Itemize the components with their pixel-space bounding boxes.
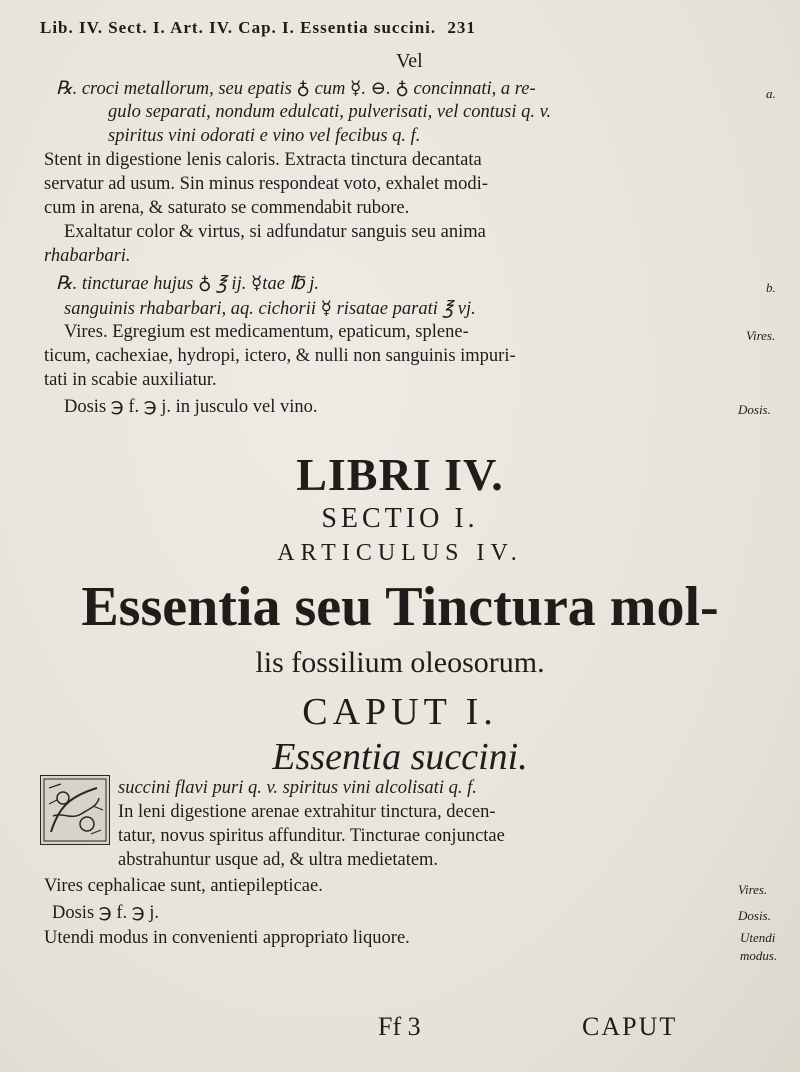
vires1-line2: ticum, cachexiae, hydropi, ictero, & nulli non sanguinis impuri- xyxy=(44,346,516,366)
text1-line2: servatur ad usum. Sin minus respondeat voto, exhalet modi- xyxy=(44,174,488,194)
recipe1-line3: spiritus vini odorati e vino vel fecibus q. f. xyxy=(108,126,421,146)
page-number: 231 xyxy=(447,18,476,37)
margin-note-a: a. xyxy=(766,86,776,101)
margin-note-vires2: Vires. xyxy=(738,882,768,897)
text1-line3: cum in arena, & saturato se commendabit rubore. xyxy=(44,198,410,218)
margin-note-b: b. xyxy=(766,280,776,295)
chapter-title-line1: Essentia seu Tinctura mol- xyxy=(81,576,719,638)
text1-line5: rhabarbari. xyxy=(44,246,131,266)
text1-line1: Stent in digestione lenis caloris. Extracta tinctura decantata xyxy=(44,150,482,170)
dosis2-line: Dosis ℈ f. ℈ j. xyxy=(52,903,160,923)
margin-note-utendi: Utendi xyxy=(740,930,776,945)
recipe2-line2: sanguinis rhabarbari, aq. cichorii ☿ risatae parati ℥ vj. xyxy=(64,299,476,319)
article-heading: ARTICULUS IV. xyxy=(277,540,523,566)
text1-line4: Exaltatur color & virtus, si adfundatur sanguis seu anima xyxy=(64,222,486,242)
recipe1-line2: gulo separati, nondum edulcati, pulverisati, vel contusi q. v. xyxy=(108,102,552,122)
margin-note-dosis: Dosis. xyxy=(738,402,771,417)
recipe3-line1: succini flavi puri q. v. spiritus vini alcolisati q. f. xyxy=(118,778,477,798)
margin-note-vires: Vires. xyxy=(746,328,776,343)
vires1-line3: tati in scabie auxiliatur. xyxy=(44,370,217,390)
caput-subtitle: Essentia succini. xyxy=(272,736,528,778)
recipe3-line4: abstrahuntur usque ad, & ultra medietatem. xyxy=(118,850,439,870)
vires1-line1: Vires. Egregium est medicamentum, epaticum, splene- xyxy=(64,322,469,342)
utendi-line: Utendi modus in convenienti appropriato liquore. xyxy=(44,928,410,948)
running-title: Lib. IV. Sect. I. Art. IV. Cap. I. Essentia succini. xyxy=(40,18,437,37)
dosis1-line: Dosis ℈ f. ℈ j. in jusculo vel vino. xyxy=(64,397,318,417)
catchword: CAPUT xyxy=(582,1012,678,1041)
recipe2-line1: ℞. tincturae hujus ♁ ℥ ij. ☿tae ℔ j. xyxy=(56,274,320,294)
recipe3-line2: In leni digestione arenae extrahitur tinctura, decen- xyxy=(118,802,496,822)
chapter-title-line2: lis fossilium oleosorum. xyxy=(255,646,545,679)
margin-note-modus: modus. xyxy=(740,948,778,963)
ornamental-initial-icon xyxy=(40,775,110,845)
margin-note-dosis2: Dosis. xyxy=(738,908,771,923)
caput-heading: CAPUT I. xyxy=(302,691,498,733)
section-heading: SECTIO I. xyxy=(321,503,479,534)
vel-word: Vel xyxy=(396,50,423,72)
vires2-line: Vires cephalicae sunt, antiepilepticae. xyxy=(44,876,323,896)
recipe3-line3: tatur, novus spiritus affunditur. Tincturae conjunctae xyxy=(118,826,505,846)
ornament-graphic xyxy=(41,776,109,844)
running-header xyxy=(40,18,476,38)
signature-mark: Ff 3 xyxy=(378,1012,421,1041)
book-heading: LIBRI IV. xyxy=(296,449,504,500)
recipe1-line1: ℞. croci metallorum, seu epatis ♁ cum ☿. ⊖. ♁ concinnati, a re- xyxy=(56,79,536,99)
